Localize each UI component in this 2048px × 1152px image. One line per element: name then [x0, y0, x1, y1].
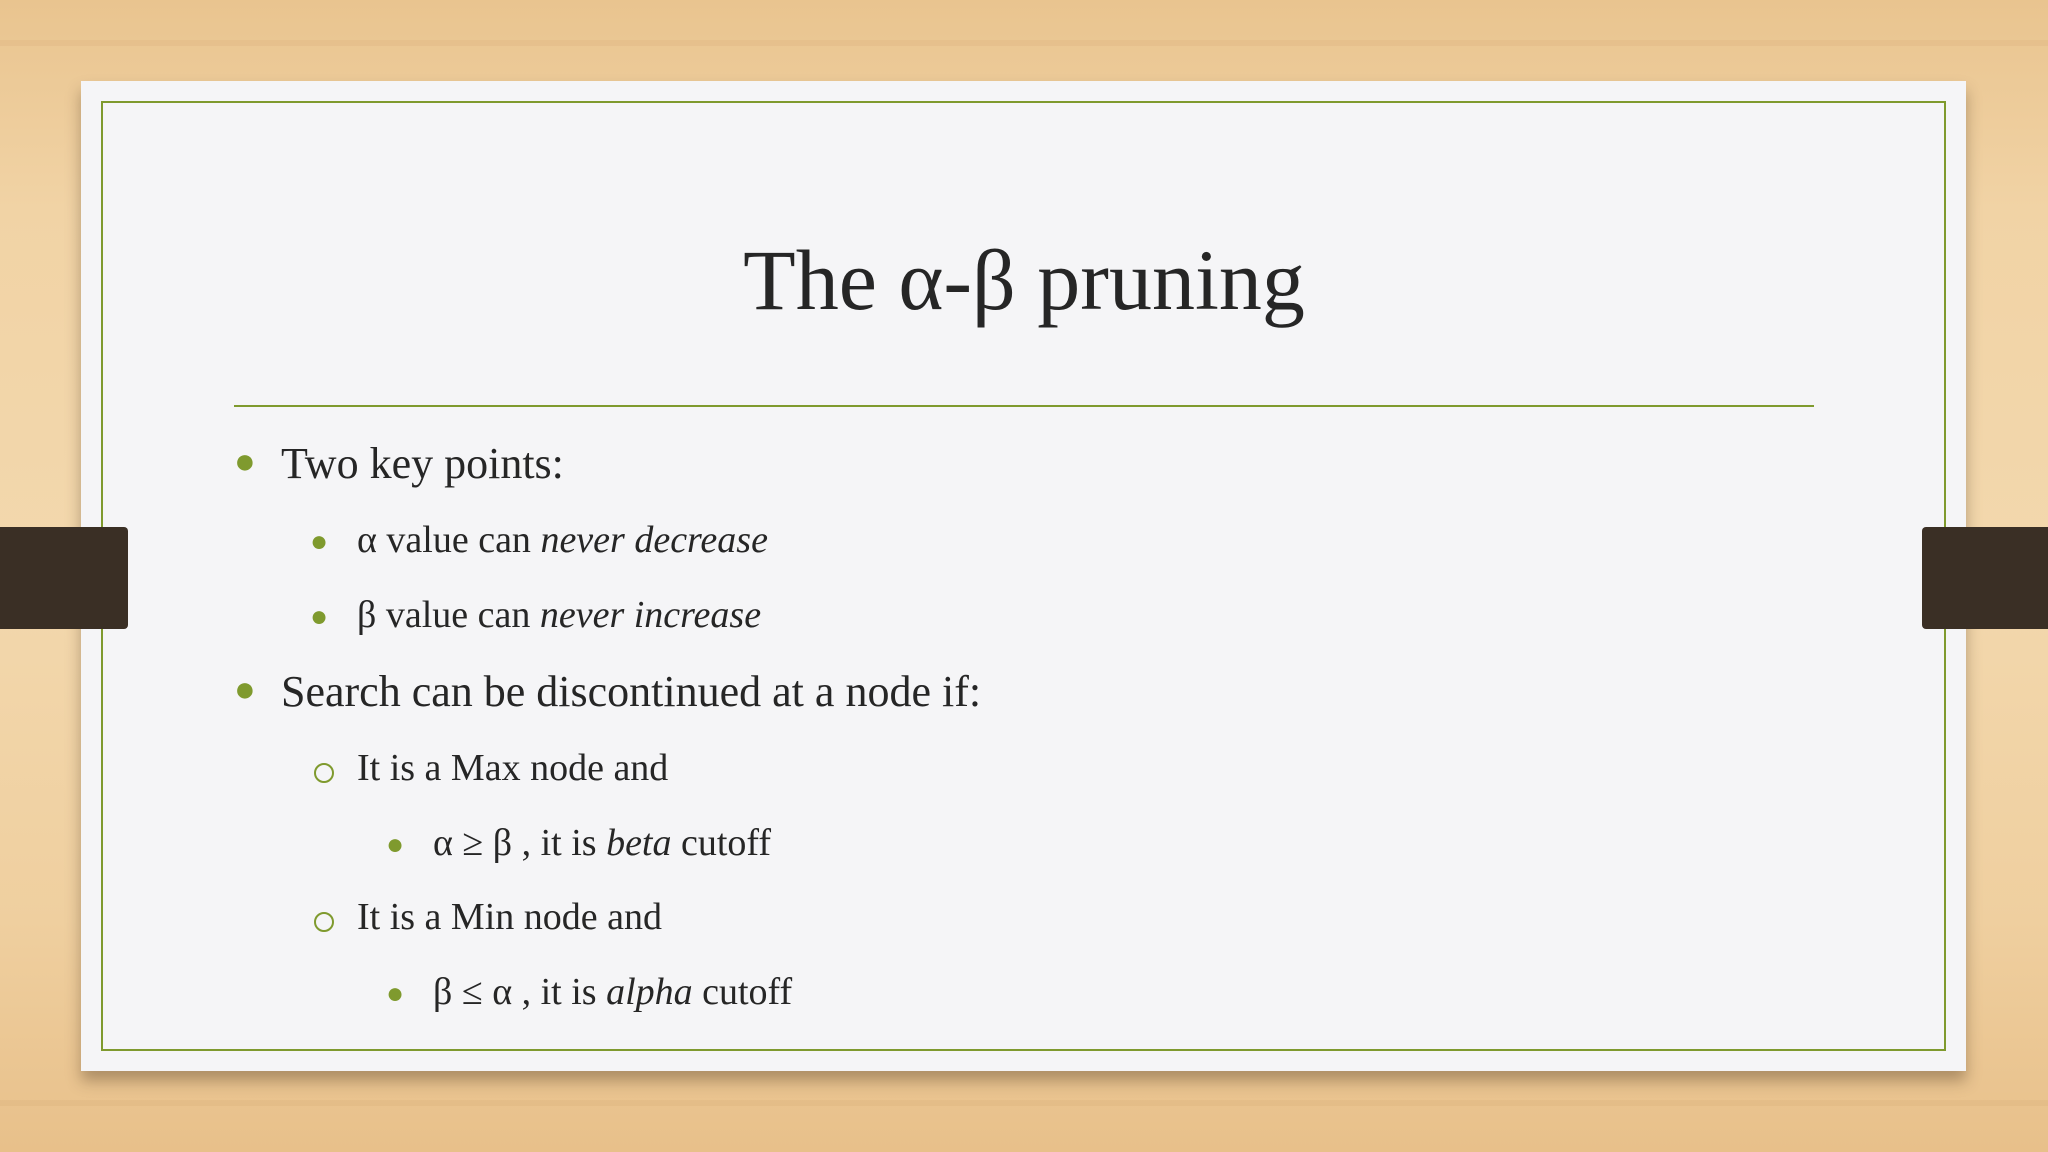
bullet-dot-icon: ●	[234, 669, 256, 709]
wood-grain	[0, 40, 2048, 46]
bullet-max-node: It is a Max node and	[357, 747, 669, 789]
bullet-alpha-cutoff	[433, 970, 792, 1014]
wood-grain	[0, 1100, 2048, 1106]
right-clip	[1922, 527, 2048, 629]
bullet-text: β value can	[357, 594, 540, 636]
bullet-text: α ≥ β , it is	[433, 822, 607, 864]
bullet-text: cutoff	[671, 822, 772, 864]
bullet-search-discontinued: Search can be discontinued at a node if:	[281, 667, 982, 716]
bullet-emphasis: alpha	[606, 971, 693, 1013]
bullet-text: α value can	[357, 519, 541, 561]
bullet-emphasis: beta	[606, 822, 672, 864]
left-clip	[0, 527, 128, 629]
hollow-circle-bullet-icon	[314, 912, 334, 932]
bullet-dot-icon: ●	[234, 441, 256, 481]
slide-title: The α-β pruning	[743, 232, 1305, 328]
hollow-circle-bullet-icon	[314, 763, 334, 783]
bullet-text: cutoff	[692, 971, 793, 1013]
bullet-dot-icon: ●	[386, 977, 405, 1010]
bullet-dot-icon: ●	[310, 525, 329, 558]
title-divider	[234, 405, 1814, 407]
bullet-min-node: It is a Min node and	[357, 896, 663, 938]
bullet-emphasis: never decrease	[540, 519, 768, 561]
bullet-dot-icon: ●	[310, 600, 329, 633]
bullet-beta-never-increase	[357, 593, 761, 637]
bullet-alpha-never-decrease	[357, 518, 768, 562]
bullet-two-key-points: Two key points:	[281, 439, 564, 488]
bullet-emphasis: never increase	[539, 594, 762, 636]
bullet-text: β ≤ α , it is	[433, 971, 607, 1013]
bullet-dot-icon: ●	[386, 828, 405, 861]
bullet-beta-cutoff	[433, 821, 771, 865]
